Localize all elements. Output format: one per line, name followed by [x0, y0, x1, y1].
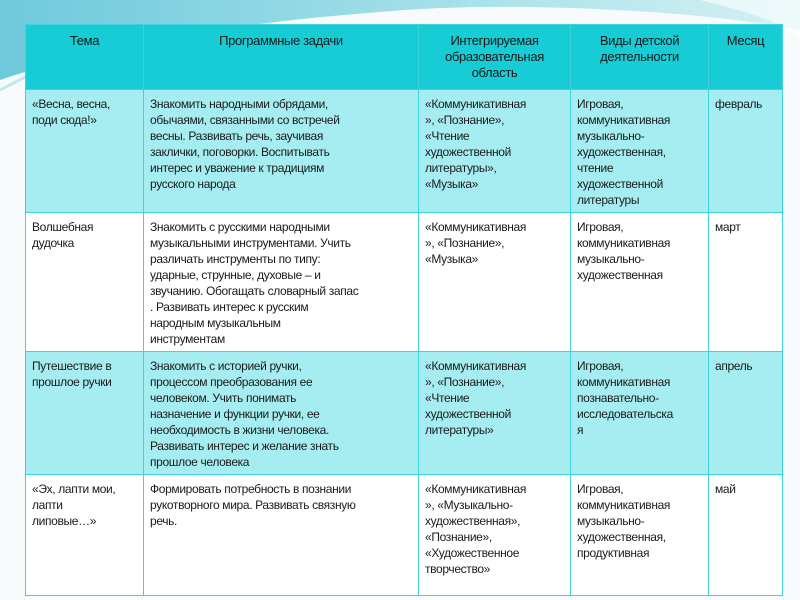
header-area: Интегрируемая образовательная область: [419, 25, 571, 90]
table-header-row: [26, 25, 783, 90]
table-row: [26, 475, 783, 596]
cell-activities: Игровая, коммуникативная музыкально- художественная: [571, 213, 709, 352]
header-activities: Виды детской деятельности: [571, 25, 709, 90]
table-row: [26, 352, 783, 475]
cell-theme: Волшебная дудочка: [26, 213, 144, 352]
header-theme: Тема: [26, 25, 144, 90]
table-row: [26, 213, 783, 352]
cell-month: май: [709, 475, 783, 596]
cell-month: апрель: [709, 352, 783, 475]
cell-tasks: Знакомить народными обрядами, обычаями, связанными со встречей весны. Развивать речь, заучивая заклички, поговорки. Воспитывать интерес и уважение к традициям русского народа: [144, 90, 419, 213]
cell-area: «Коммуникативная », «Познание», «Чтение художественной литературы», «Музыка»: [419, 90, 571, 213]
cell-tasks: Знакомить с историей ручки, процессом преобразования ее человеком. Учить понимать назначение и функции ручки, ее необходимость в жизни человека. Развивать интерес и желание знать прошлое человека: [144, 352, 419, 475]
cell-theme: «Весна, весна, поди сюда!»: [26, 90, 144, 213]
cell-area: «Коммуникативная », «Музыкально- художественная», «Познание», «Художественное творчество»: [419, 475, 571, 596]
cell-tasks: Знакомить с русскими народными музыкальными инструментами. Учить различать инструменты по типу: ударные, струнные, духовые – и звучанию. Обогащать словарный запас . Развивать интерес к русским народным музыкальным инструментам: [144, 213, 419, 352]
cell-month: февраль: [709, 90, 783, 213]
cell-month: март: [709, 213, 783, 352]
table-row: [26, 90, 783, 213]
cell-theme: Путешествие в прошлое ручки: [26, 352, 144, 475]
cell-activities: Игровая, коммуникативная музыкально- художественная, продуктивная: [571, 475, 709, 596]
header-tasks: Программные задачи: [144, 25, 419, 90]
header-month: Месяц: [709, 25, 783, 90]
cell-theme: «Эх, лапти мои, лапти липовые…»: [26, 475, 144, 596]
cell-area: «Коммуникативная », «Познание», «Чтение художественной литературы»: [419, 352, 571, 475]
cell-tasks: Формировать потребность в познании рукотворного мира. Развивать связную речь.: [144, 475, 419, 596]
cell-area: «Коммуникативная », «Познание», «Музыка»: [419, 213, 571, 352]
cell-activities: Игровая, коммуникативная музыкально- художественная, чтение художественной литературы: [571, 90, 709, 213]
plan-table: [25, 24, 783, 596]
cell-activities: Игровая, коммуникативная познавательно- исследовательска я: [571, 352, 709, 475]
